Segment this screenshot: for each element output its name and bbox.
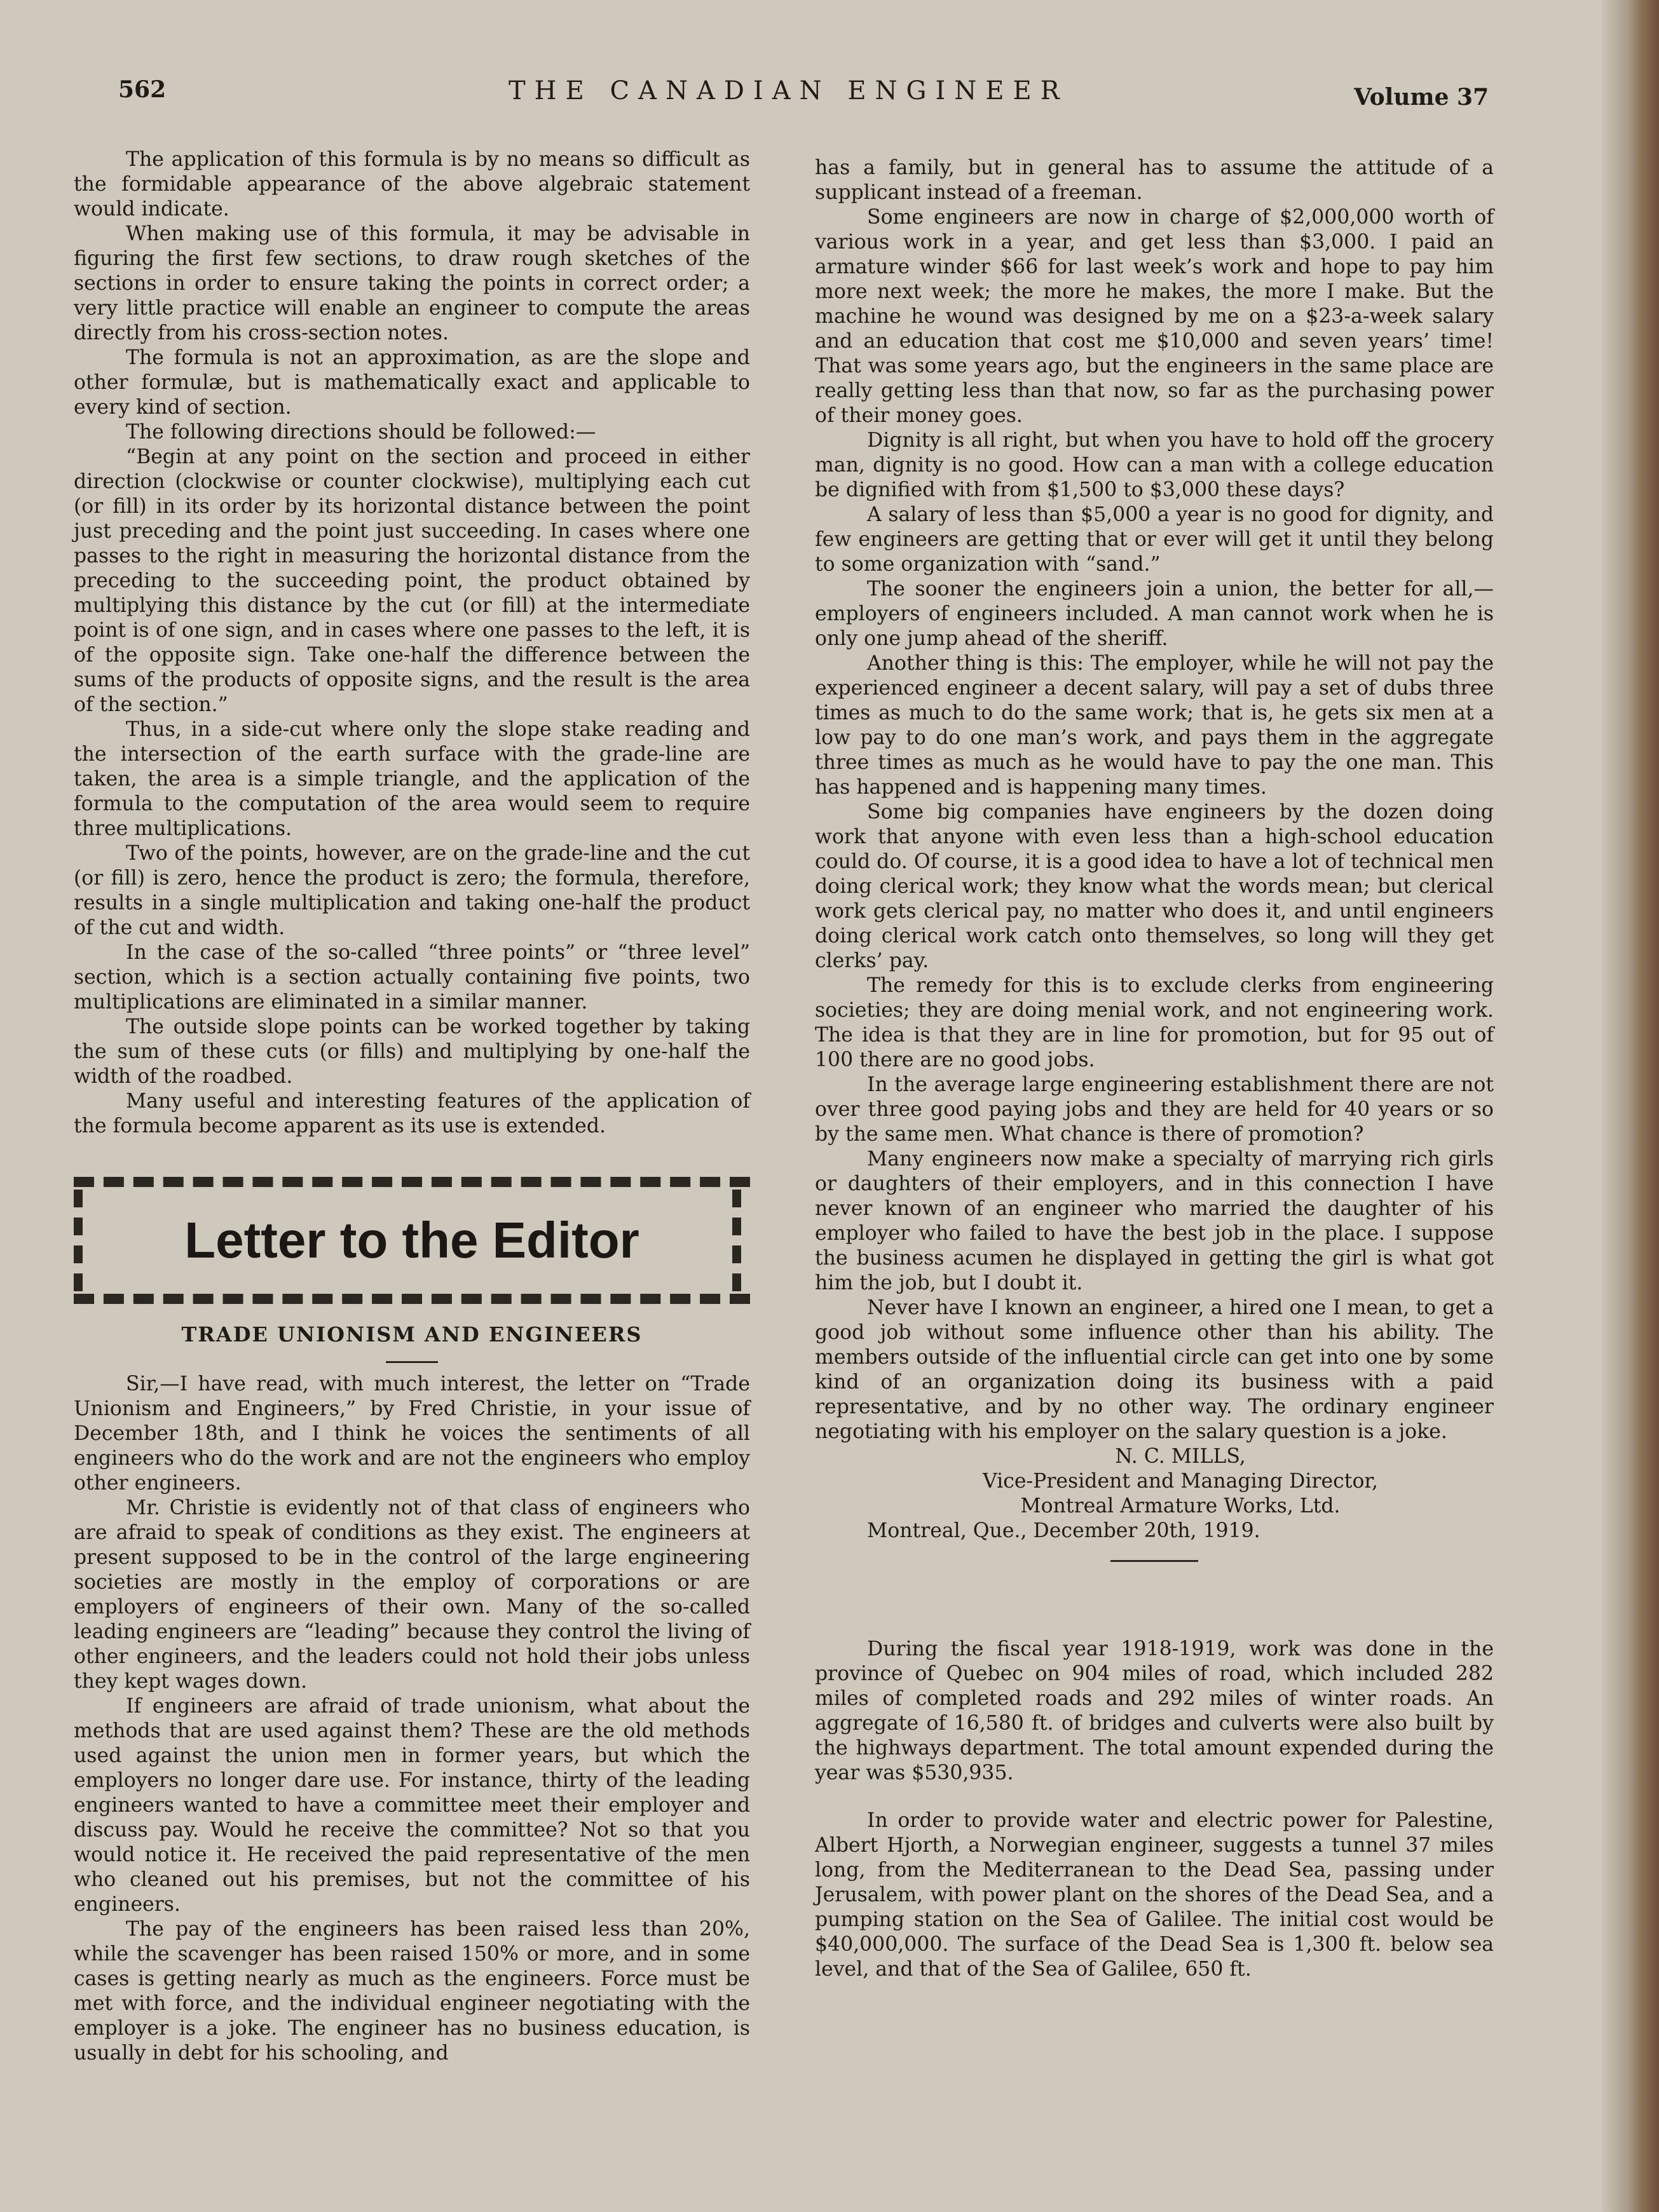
right-column	[815, 156, 1494, 1982]
page-number: 562	[118, 76, 167, 103]
paragraph: The outside slope points can be worked together by taking the sum of these cuts (or fills) and multiplying by one-half the width of the roadbed.	[74, 1015, 750, 1088]
letter-banner	[74, 1177, 750, 1304]
paragraph: A salary of less than $5,000 a year is no good for dignity, and few engineers are getting that or ever will get it until they belong to some organization with “sand.”	[815, 503, 1494, 576]
journal-title: THE CANADIAN ENGINEER	[509, 76, 1068, 105]
paragraph: Thus, in a side-cut where only the slope stake reading and the intersection of the earth surface with the grade-line are taken, the area is a simple triangle, and the application of the formula to the computation of the area would seem to require three multiplications.	[74, 718, 750, 840]
paragraph: In the average large engineering establishment there are not over three good paying jobs and they are held for 40 years or so by the same men. What chance is there of promotion?	[815, 1073, 1494, 1146]
signature-place-date: Montreal, Que., December 20th, 1919.	[867, 1519, 1260, 1542]
paragraph: The application of this formula is by no means so difficult as the formidable appearance of the above algebraic statement would indicate.	[74, 148, 750, 221]
left-column	[74, 147, 750, 2066]
signature-name: N. C. MILLS,	[1115, 1445, 1246, 1468]
paragraph: Another thing is this: The employer, while he will not pay the experienced engineer a decent salary, will pay a set of dubs three times as much to do the same work; that is, he gets six men at a low pay to do one man’s work, and pays them in the aggregate three times as much as he would have to pay the one man. This has happened and is happening many times.	[815, 652, 1494, 799]
paragraph: Some engineers are now in charge of $2,000,000 worth of various work in a year, and get less than $3,000. I paid an armature winder $66 for last week’s work and hope to pay him more next week; the more he makes, the more I make. But the machine he wound was designed by me on a $23-a-week salary and an education that cost me $10,000 and seven years’ time! That was some years ago, but the engineers in the same place are really getting less than that now, so far as the purchasing power of their money goes.	[815, 206, 1494, 427]
news-item: During the fiscal year 1918-1919, work was done in the province of Quebec on 904 miles of road, which included 282 miles of completed roads and 292 miles of winter roads. An aggregate of 16,580 ft. of bridges and culverts were also built by the highways department. The total amount expended during the year was $530,935.	[815, 1638, 1494, 1784]
paragraph: The remedy for this is to exclude clerks from engineering societies; they are doing menial work, and not engineering work. The idea is that they are in line for promotion, but for 95 out of 100 there are no good jobs.	[815, 974, 1494, 1071]
volume-label: Volume 37	[1354, 84, 1489, 111]
paragraph: Dignity is all right, but when you have to hold off the grocery man, dignity is no good. How can a man with a college education be dignified with from $1,500 to $3,000 these days?	[815, 429, 1494, 501]
paragraph: Mr. Christie is evidently not of that class of engineers who are afraid to speak of conditions as they exist. The engineers at present supposed to be in the control of the large engineering societies are mostly in the employ of corporations or are employers of engineers of their own. Many of the so-called leading engineers are “leading” because they control the living of other engineers, and the leaders could not hold their jobs unless they kept wages down.	[74, 1496, 750, 1693]
banner-title: Letter to the Editor	[184, 1212, 639, 1268]
paragraph: “Begin at any point on the section and proceed in either direction (clockwise or counter clockwise), multiplying each cut (or fill) in its order by its horizontal distance between the point just preceding and the point just succeeding. In cases where one passes to the right in measuring the horizontal distance from the preceding to the succeeding point, the product obtained by multiplying this distance by the cut (or fill) at the intermediate point is of one sign, and in cases where one passes to the left, it is of the opposite sign. Take one-half the difference between the sums of the products of opposite signs, and the result is the area of the section.”	[74, 445, 750, 716]
paragraph: Some big companies have engineers by the dozen doing work that anyone with even less than a high-school education could do. Of course, it is a good idea to have a lot of technical men doing clerical work; they know what the words mean; but clerical work gets clerical pay, no matter who does it, and until engineers doing clerical work catch onto themselves, so long will they get clerks’ pay.	[815, 801, 1494, 972]
paragraph: The pay of the engineers has been raised less than 20%, while the scavenger has been raised 150% or more, and in some cases is getting nearly as much as the engineers. Force must be met with force, and the individual engineer negotiating with the employer is a joke. The engineer has no business education, is usually in debt for his schooling, and	[74, 1918, 750, 2065]
signature-company: Montreal Armature Works, Ltd.	[1020, 1495, 1341, 1517]
paragraph: The following directions should be followed:—	[126, 421, 596, 444]
section-rule	[1110, 1560, 1198, 1562]
running-header	[0, 76, 1659, 127]
paragraph: The sooner the engineers join a union, the better for all,—employers of engineers included. A man cannot work when he is only one jump ahead of the sheriff.	[815, 578, 1494, 650]
page-edge-shadow	[1602, 0, 1659, 2212]
paragraph: Sir,—I have read, with much interest, the letter on “Trade Unionism and Engineers,” by Fred Christie, in your issue of December 18th, and I think he voices the sentiments of all engineers who do the work and are not the engineers who employ other engineers.	[74, 1373, 750, 1495]
paragraph: When making use of this formula, it may be advisable in figuring the first few sections, to draw rough sketches of the sections in order to ensure taking the points in correct order; a very little practice will enable an engineer to compute the areas directly from his cross-section notes.	[74, 222, 750, 344]
paragraph-continuation: has a family, but in general has to assume the attitude of a supplicant instead of a freeman.	[815, 156, 1494, 204]
letter-title: TRADE UNIONISM AND ENGINEERS	[181, 1322, 643, 1347]
paragraph: The formula is not an approximation, as are the slope and other formulæ, but is mathematically exact and applicable to every kind of section.	[74, 346, 750, 419]
paragraph: In the case of the so-called “three points” or “three level” section, which is a section actually containing five points, two multiplications are eliminated in a similar manner.	[74, 941, 750, 1014]
title-rule	[386, 1361, 438, 1363]
paragraph: Never have I known an engineer, a hired one I mean, to get a good job without some influence other than his ability. The members outside of the influential circle can get into one by some kind of an organization doing its business with a paid representative, and by no other way. The ordinary engineer negotiating with his employer on the salary question is a joke.	[815, 1296, 1494, 1443]
news-item: In order to provide water and electric power for Palestine, Albert Hjorth, a Norwegian engineer, suggests a tunnel 37 miles long, from the Mediterranean to the Dead Sea, passing under Jerusalem, with power plant on the shores of the Dead Sea, and a pumping station on the Sea of Galilee. The initial cost would be $40,000,000. The surface of the Dead Sea is 1,300 ft. below sea level, and that of the Sea of Galilee, 650 ft.	[815, 1809, 1494, 1981]
paragraph: Many useful and interesting features of the application of the formula become apparent as its use is extended.	[74, 1090, 750, 1137]
paragraph: Two of the points, however, are on the grade-line and the cut (or fill) is zero, hence the product is zero; the formula, therefore, results in a single multiplication and taking one-half the product of the cut and width.	[74, 842, 750, 939]
paragraph: If engineers are afraid of trade unionism, what about the methods that are used against them? These are the old methods used against the union men in former years, but which the employers no longer dare use. For instance, thirty of the leading engineers wanted to have a committee meet their employer and discuss pay. Would he receive the committee? Not so that you would notice it. He received the paid representative of the men who cleaned out his premises, but not the committee of his engineers.	[74, 1695, 750, 1916]
signature-title: Vice-President and Managing Director,	[982, 1470, 1379, 1493]
paragraph: Many engineers now make a specialty of marrying rich girls or daughters of their employers, and in this connection I have never known of an engineer who married the daughter of his employer who failed to have the best job in the place. I suppose the business acumen he displayed in getting the girl is what got him the job, but I doubt it.	[815, 1148, 1494, 1294]
